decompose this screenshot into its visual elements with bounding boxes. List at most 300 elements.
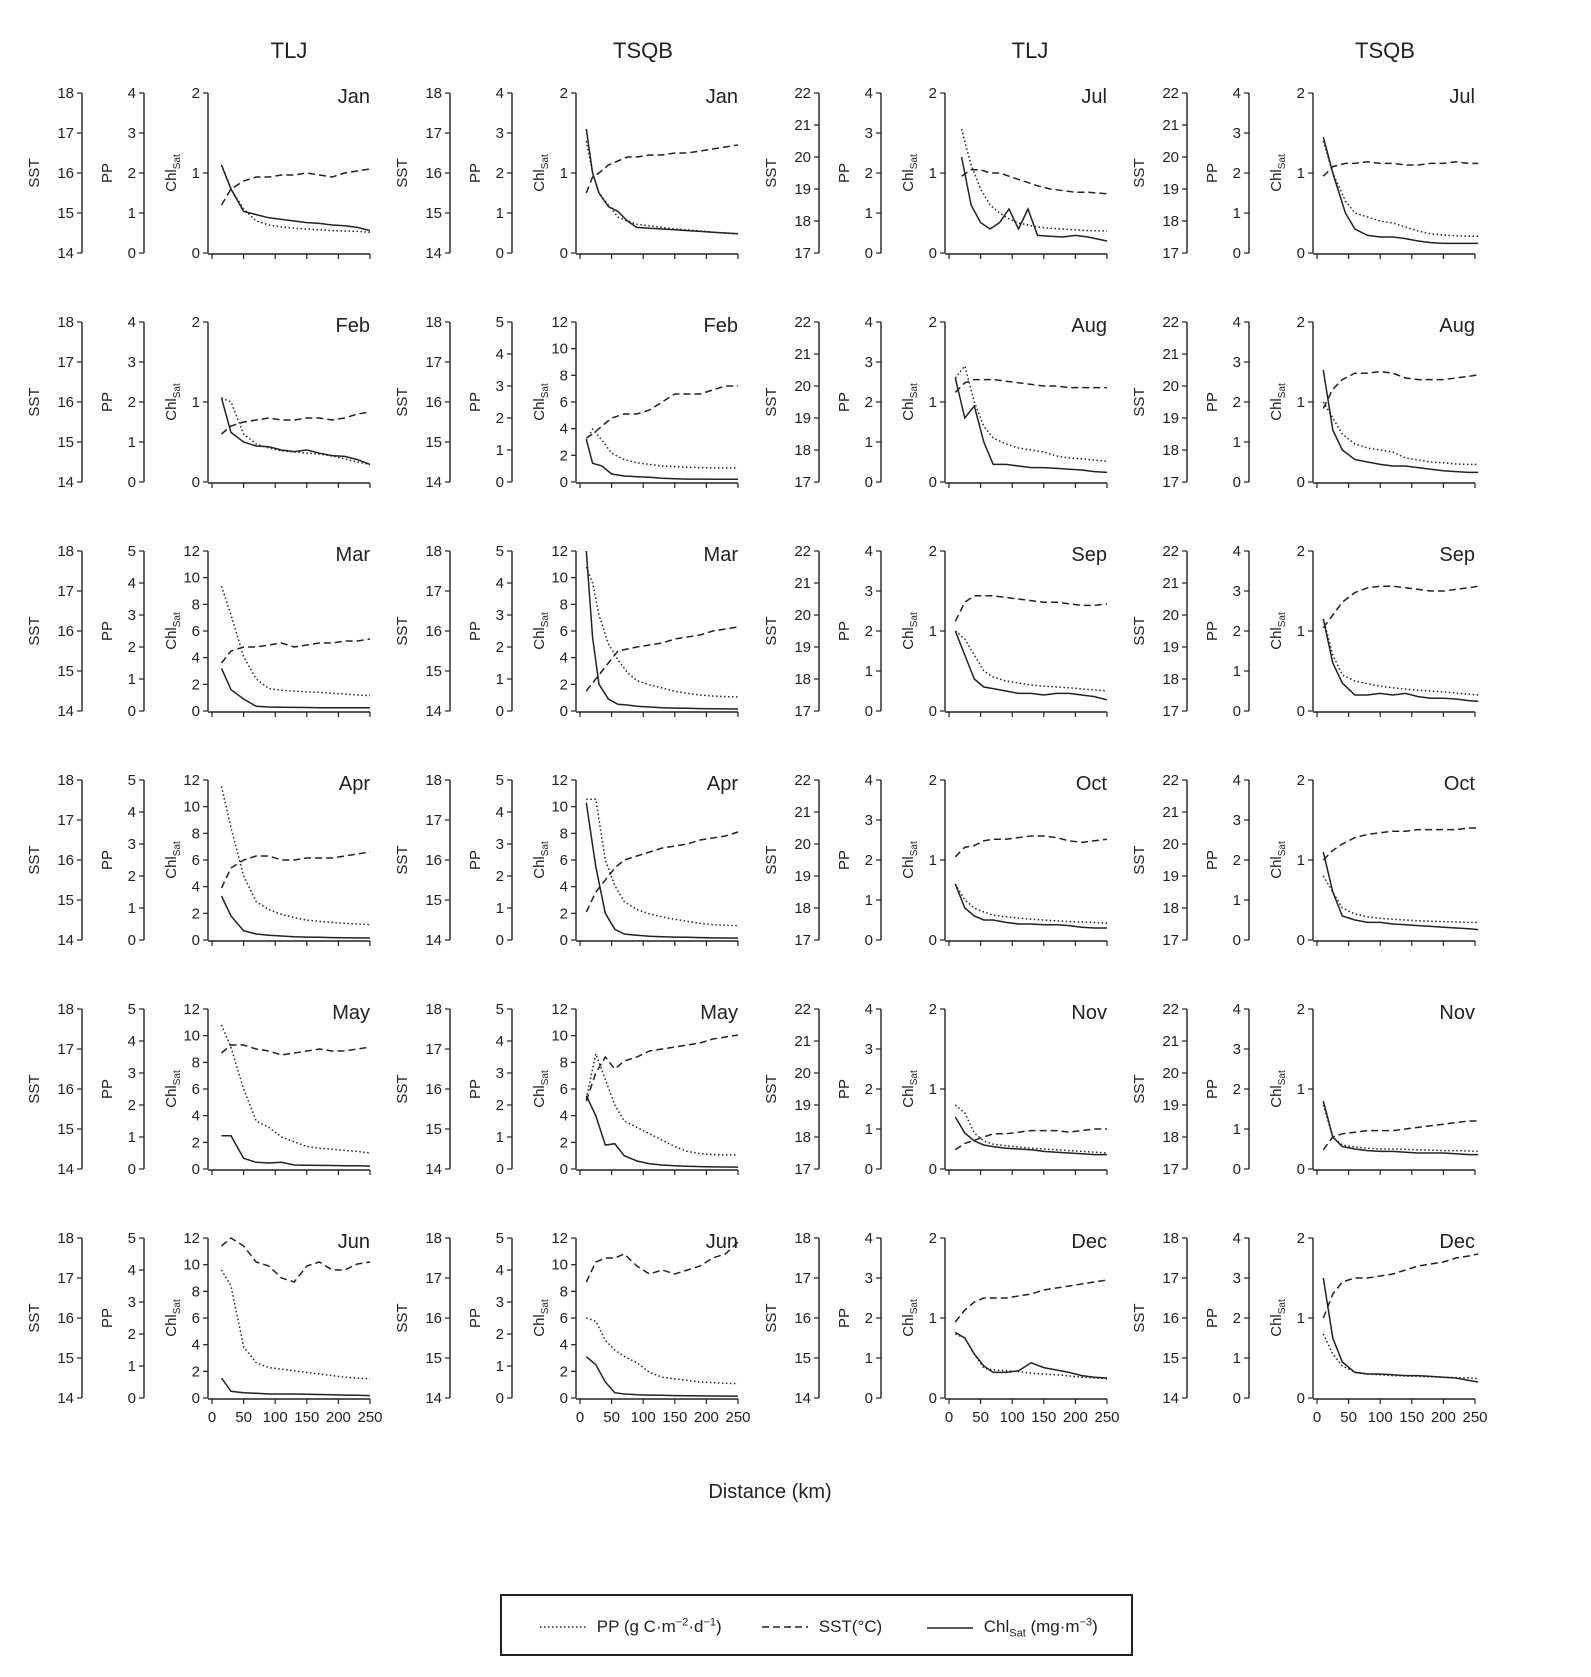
pp-tick-label: 2 <box>864 1310 873 1327</box>
chl-tick-label: 6 <box>191 852 200 869</box>
sst-tick-label: 17 <box>425 1041 442 1058</box>
sst-tick-label: 17 <box>425 354 442 371</box>
month-label: Oct <box>1443 773 1475 795</box>
pp-tick-label: 2 <box>1232 1310 1241 1327</box>
panel-TLJ-Jan <box>26 85 370 262</box>
x-tick-label: 200 <box>693 1409 719 1426</box>
axis-title-chl-main: Chl <box>1268 1085 1285 1108</box>
axis-title-pp: PP <box>1204 1078 1221 1100</box>
pp-tick-label: 5 <box>495 543 504 560</box>
chl-tick-label: 1 <box>559 165 568 182</box>
axis-title-pp: PP <box>1204 1307 1221 1329</box>
sst-tick-label: 22 <box>1162 772 1179 789</box>
axis-title-chl <box>1268 841 1288 879</box>
chl-tick-label: 10 <box>551 1027 568 1045</box>
pp-tick-label: 2 <box>495 165 504 182</box>
pp-tick-label: 3 <box>1232 125 1241 142</box>
chl-tick-label: 0 <box>928 245 937 262</box>
x-axis-title: Distance (km) <box>708 1481 832 1503</box>
pp-tick-label: 0 <box>864 1390 873 1407</box>
pp-tick-label: 4 <box>1232 314 1241 331</box>
axis-title-chl <box>1268 1299 1288 1337</box>
panel-TSQB-Mar <box>394 543 738 720</box>
sst-tick-label: 17 <box>1162 1270 1179 1287</box>
pp-tick-label: 3 <box>495 125 504 142</box>
chl-tick-label: 6 <box>559 852 568 869</box>
chl-tick-label: 8 <box>559 596 568 614</box>
axis-title-chl-main: Chl <box>900 1314 917 1337</box>
axis-title-chl-main: Chl <box>163 627 180 650</box>
chl-tick-label: 12 <box>551 314 568 331</box>
pp-tick-label: 4 <box>864 772 873 789</box>
chl-tick-label: 1 <box>928 394 937 411</box>
series-chl-line <box>955 884 1107 928</box>
sst-tick-label: 14 <box>425 1390 442 1407</box>
axis-title-sst: SST <box>1131 387 1148 417</box>
pp-tick-label: 3 <box>1232 583 1241 600</box>
sst-tick-label: 18 <box>57 85 74 102</box>
chl-tick-label: 0 <box>1296 932 1305 949</box>
sst-tick-label: 15 <box>425 1121 442 1138</box>
series-sst-line <box>586 386 738 438</box>
chl-tick-label: 1 <box>1296 1081 1305 1098</box>
chl-tick-label: 4 <box>191 878 200 896</box>
chl-tick-label: 2 <box>559 1363 568 1381</box>
sst-tick-label: 18 <box>425 543 442 560</box>
chl-tick-label: 0 <box>559 245 568 262</box>
series-sst-line <box>1323 1121 1478 1150</box>
chl-tick-label: 6 <box>559 1310 568 1327</box>
axis-title-chl-sub: Sat <box>540 612 551 628</box>
series-chl-line <box>955 1117 1107 1155</box>
axis-title-chl <box>531 383 551 421</box>
month-label: May <box>332 1002 370 1024</box>
pp-tick-label: 0 <box>1232 245 1241 262</box>
pp-tick-label: 3 <box>864 1270 873 1287</box>
series-sst-line <box>955 836 1107 857</box>
series-sst-line <box>955 1129 1107 1150</box>
series-sst-line <box>1323 372 1478 409</box>
series-chl-line <box>222 398 371 464</box>
pp-tick-label: 4 <box>1232 85 1241 102</box>
series-pp-line <box>955 1105 1107 1153</box>
sst-tick-label: 19 <box>794 868 811 885</box>
sst-tick-label: 19 <box>794 1097 811 1114</box>
chl-tick-label: 4 <box>191 1107 200 1125</box>
chl-tick-label: 8 <box>559 1054 568 1072</box>
pp-tick-label: 4 <box>1232 1230 1241 1247</box>
pp-tick-label: 0 <box>495 1161 504 1178</box>
axis-title-pp: PP <box>1204 162 1221 184</box>
series-chl-line <box>586 1357 738 1396</box>
series-sst-line <box>586 832 738 912</box>
chl-tick-label: 0 <box>928 474 937 491</box>
pp-tick-label: 1 <box>1232 1350 1241 1367</box>
pp-tick-label: 1 <box>127 434 136 451</box>
chl-tick-label: 0 <box>928 932 937 949</box>
axis-title-chl-main: Chl <box>163 1314 180 1337</box>
month-label: Jul <box>1449 86 1475 108</box>
sst-tick-label: 19 <box>1162 868 1179 885</box>
sst-tick-label: 17 <box>425 125 442 142</box>
sst-tick-label: 15 <box>425 205 442 222</box>
chl-tick-label: 4 <box>559 420 568 438</box>
axis-title-chl-main: Chl <box>163 856 180 879</box>
sst-tick-label: 17 <box>1162 703 1179 720</box>
pp-tick-label: 0 <box>864 703 873 720</box>
series-sst-line <box>1323 586 1478 628</box>
sst-tick-label: 14 <box>794 1390 811 1407</box>
series-chl-line <box>222 896 371 938</box>
axis-title-chl <box>900 154 920 192</box>
column-title-2: TLJ <box>1011 38 1049 63</box>
pp-tick-label: 5 <box>127 1001 136 1018</box>
sst-tick-label: 21 <box>1162 1033 1179 1050</box>
chl-tick-label: 2 <box>928 1001 937 1018</box>
x-tick-label: 200 <box>1062 1409 1088 1426</box>
axis-title-sst: SST <box>763 845 780 875</box>
series-chl-line <box>586 803 738 938</box>
series-chl-line <box>955 378 1107 472</box>
pp-tick-label: 4 <box>864 1230 873 1247</box>
pp-tick-label: 3 <box>1232 1270 1241 1287</box>
sst-tick-label: 14 <box>57 245 74 262</box>
axis-title-sst: SST <box>394 158 411 188</box>
panel-TLJ-Mar <box>26 543 370 720</box>
chl-tick-label: 2 <box>928 314 937 331</box>
pp-tick-label: 0 <box>1232 1390 1241 1407</box>
pp-tick-label: 1 <box>495 1129 504 1146</box>
chl-tick-label: 4 <box>191 1336 200 1354</box>
sst-tick-label: 17 <box>794 932 811 949</box>
chl-tick-label: 1 <box>928 1310 937 1327</box>
chl-tick-label: 0 <box>559 474 568 491</box>
sst-tick-label: 21 <box>1162 117 1179 134</box>
series-sst-line <box>1323 828 1478 860</box>
axis-title-chl-main: Chl <box>900 856 917 879</box>
x-tick-label: 250 <box>725 1409 751 1426</box>
axis-title-pp: PP <box>836 620 853 642</box>
chl-tick-label: 1 <box>1296 165 1305 182</box>
axis-title-pp: PP <box>467 391 484 413</box>
pp-tick-label: 3 <box>864 583 873 600</box>
series-sst-line <box>222 852 371 888</box>
pp-tick-label: 2 <box>127 394 136 411</box>
axis-title-chl <box>1268 612 1288 650</box>
chl-tick-label: 12 <box>183 1001 200 1018</box>
sst-tick-label: 15 <box>57 1121 74 1138</box>
pp-tick-label: 4 <box>495 85 504 102</box>
series-pp-line <box>586 799 738 925</box>
pp-tick-label: 2 <box>127 1326 136 1343</box>
axis-title-sst: SST <box>1131 845 1148 875</box>
pp-tick-label: 1 <box>1232 1121 1241 1138</box>
pp-tick-label: 3 <box>127 354 136 371</box>
pp-tick-label: 0 <box>864 1161 873 1178</box>
sst-tick-label: 14 <box>57 1161 74 1178</box>
axis-title-sst: SST <box>26 158 43 188</box>
sst-tick-label: 16 <box>57 394 74 411</box>
axis-title-chl-sub: Sat <box>172 1070 183 1086</box>
x-tick-label: 250 <box>357 1409 383 1426</box>
axis-title-sst: SST <box>763 387 780 417</box>
series-chl-line <box>955 1332 1107 1378</box>
series-chl-line <box>586 129 738 234</box>
chl-tick-label: 0 <box>191 703 200 720</box>
chl-tick-label: 4 <box>559 1107 568 1125</box>
sst-tick-label: 21 <box>1162 575 1179 592</box>
axis-title-pp: PP <box>99 1078 116 1100</box>
chl-tick-label: 2 <box>191 676 200 694</box>
sst-tick-label: 17 <box>794 1270 811 1287</box>
chl-tick-label: 10 <box>551 569 568 587</box>
chl-tick-label: 12 <box>183 1230 200 1247</box>
legend-item-pp <box>540 1616 722 1636</box>
axis-title-pp: PP <box>1204 849 1221 871</box>
pp-tick-label: 3 <box>495 1294 504 1311</box>
chl-tick-label: 1 <box>191 165 200 182</box>
chl-tick-label: 2 <box>1296 314 1305 331</box>
sst-tick-label: 16 <box>57 1081 74 1098</box>
sst-tick-label: 19 <box>1162 410 1179 427</box>
chl-tick-label: 4 <box>559 1336 568 1354</box>
sst-tick-label: 19 <box>1162 639 1179 656</box>
pp-tick-label: 2 <box>864 623 873 640</box>
chl-tick-label: 10 <box>183 1027 200 1045</box>
sst-tick-label: 15 <box>425 663 442 680</box>
legend-label-pp: PP (g $C\cdot m^{-2}\cdot d^{-1}$) <box>596 1616 722 1636</box>
pp-tick-label: 3 <box>864 812 873 829</box>
axis-title-pp: PP <box>1204 391 1221 413</box>
axis-title-sst: SST <box>763 1303 780 1333</box>
sst-tick-label: 18 <box>425 314 442 331</box>
panel-TLJ-Jun <box>26 1230 383 1426</box>
axis-title-sst: SST <box>394 616 411 646</box>
pp-tick-label: 0 <box>1232 703 1241 720</box>
axis-title-chl-main: Chl <box>531 398 548 421</box>
sst-tick-label: 18 <box>57 543 74 560</box>
axis-title-chl <box>531 841 551 879</box>
sst-tick-label: 22 <box>794 314 811 331</box>
x-tick-label: 200 <box>325 1409 351 1426</box>
chl-tick-label: 12 <box>551 543 568 560</box>
panel-TSQB-Oct <box>1131 772 1478 949</box>
chl-tick-label: 8 <box>191 1054 200 1072</box>
chl-tick-label: 1 <box>928 852 937 869</box>
pp-tick-label: 4 <box>1232 543 1241 560</box>
sst-tick-label: 18 <box>794 1129 811 1146</box>
series-chl-line <box>222 668 371 708</box>
sst-tick-label: 18 <box>1162 1129 1179 1146</box>
series-sst-line <box>586 627 738 691</box>
axis-title-sst: SST <box>1131 616 1148 646</box>
chl-tick-label: 2 <box>928 543 937 560</box>
chl-tick-label: 2 <box>1296 772 1305 789</box>
pp-tick-label: 2 <box>864 1081 873 1098</box>
sst-tick-label: 18 <box>57 772 74 789</box>
legend-item-chl <box>927 1616 1098 1640</box>
series-sst-line <box>222 639 371 663</box>
axis-title-chl-sub: Sat <box>909 1299 920 1315</box>
axis-title-chl-sub: Sat <box>1277 154 1288 170</box>
pp-tick-label: 4 <box>127 314 136 331</box>
sst-tick-label: 14 <box>425 245 442 262</box>
month-label: Nov <box>1071 1002 1107 1024</box>
legend-swatch-sst <box>762 1624 808 1630</box>
axis-title-pp: PP <box>836 849 853 871</box>
axis-title-chl <box>900 612 920 650</box>
chl-tick-label: 8 <box>559 825 568 843</box>
sst-tick-label: 16 <box>1162 1310 1179 1327</box>
sst-tick-label: 18 <box>57 1001 74 1018</box>
chl-tick-label: 0 <box>1296 1161 1305 1178</box>
series-sst-line <box>222 412 371 434</box>
pp-tick-label: 3 <box>864 1041 873 1058</box>
chl-tick-label: 0 <box>191 932 200 949</box>
month-label: Jun <box>705 1231 738 1253</box>
pp-tick-label: 1 <box>495 1358 504 1375</box>
axis-title-sst: SST <box>26 1303 43 1333</box>
pp-tick-label: 4 <box>864 85 873 102</box>
sst-tick-label: 18 <box>794 442 811 459</box>
axis-title-sst: SST <box>26 616 43 646</box>
pp-tick-label: 3 <box>127 1065 136 1082</box>
series-chl-line <box>1323 1278 1478 1382</box>
pp-tick-label: 0 <box>127 474 136 491</box>
sst-tick-label: 21 <box>794 1033 811 1050</box>
axis-title-chl-sub: Sat <box>1277 1299 1288 1315</box>
series-pp-line <box>1323 1105 1478 1151</box>
sst-tick-label: 21 <box>794 117 811 134</box>
pp-tick-label: 4 <box>127 575 136 592</box>
sst-tick-label: 19 <box>794 639 811 656</box>
chl-tick-label: 8 <box>191 1283 200 1301</box>
axis-title-chl-sub: Sat <box>909 383 920 399</box>
pp-tick-label: 2 <box>864 852 873 869</box>
series-sst-line <box>955 596 1107 622</box>
pp-tick-label: 5 <box>495 314 504 331</box>
chl-tick-label: 2 <box>191 1134 200 1152</box>
x-tick-label: 0 <box>207 1409 217 1426</box>
sst-tick-label: 17 <box>57 125 74 142</box>
sst-tick-label: 14 <box>57 703 74 720</box>
sst-tick-label: 21 <box>1162 804 1179 821</box>
panel-TSQB-Nov <box>1131 1001 1478 1178</box>
chl-tick-label: 2 <box>559 905 568 923</box>
axis-title-chl <box>900 1070 920 1108</box>
series-pp-line <box>1323 619 1478 695</box>
axis-title-chl-sub: Sat <box>172 154 183 170</box>
axis-title-chl-sub: Sat <box>540 383 551 399</box>
axis-title-chl-sub: Sat <box>540 154 551 170</box>
chl-tick-label: 10 <box>183 1256 200 1274</box>
sst-tick-label: 18 <box>425 1230 442 1247</box>
pp-tick-label: 0 <box>127 245 136 262</box>
sst-tick-label: 18 <box>1162 442 1179 459</box>
sst-tick-label: 20 <box>1162 607 1179 624</box>
axis-title-chl <box>1268 1070 1288 1108</box>
pp-tick-label: 1 <box>864 205 873 222</box>
axis-title-chl-main: Chl <box>163 1085 180 1108</box>
sst-tick-label: 18 <box>794 671 811 688</box>
pp-tick-label: 5 <box>495 1230 504 1247</box>
sst-tick-label: 14 <box>425 474 442 491</box>
pp-tick-label: 2 <box>127 639 136 656</box>
chl-tick-label: 1 <box>1296 1310 1305 1327</box>
axis-title-sst: SST <box>394 845 411 875</box>
axis-title-chl-sub: Sat <box>540 1299 551 1315</box>
sst-tick-label: 17 <box>425 812 442 829</box>
pp-tick-label: 3 <box>127 125 136 142</box>
axis-title-chl <box>1268 383 1288 421</box>
series-chl-line <box>1323 1101 1478 1155</box>
axis-title-chl <box>900 841 920 879</box>
sst-tick-label: 17 <box>425 1270 442 1287</box>
x-tick-label: 150 <box>662 1409 688 1426</box>
legend-swatch-pp <box>540 1624 586 1630</box>
sst-tick-label: 17 <box>794 474 811 491</box>
chl-tick-label: 2 <box>191 314 200 331</box>
sst-tick-label: 16 <box>57 623 74 640</box>
axis-title-sst: SST <box>26 387 43 417</box>
pp-tick-label: 1 <box>1232 434 1241 451</box>
pp-tick-label: 0 <box>127 1390 136 1407</box>
chl-tick-label: 12 <box>551 1230 568 1247</box>
x-tick-label: 50 <box>1340 1409 1357 1426</box>
sst-tick-label: 14 <box>57 474 74 491</box>
legend <box>500 1594 1133 1656</box>
sst-tick-label: 15 <box>57 892 74 909</box>
sst-tick-label: 17 <box>57 1270 74 1287</box>
month-label: Jun <box>337 1231 370 1253</box>
sst-tick-label: 16 <box>57 165 74 182</box>
pp-tick-label: 2 <box>1232 1081 1241 1098</box>
axis-title-chl-main: Chl <box>1268 627 1285 650</box>
month-label: Aug <box>1439 315 1475 337</box>
series-pp-line <box>586 1054 738 1155</box>
sst-tick-label: 21 <box>794 804 811 821</box>
series-pp-line <box>222 1270 371 1379</box>
chl-tick-label: 1 <box>1296 852 1305 869</box>
pp-tick-label: 3 <box>127 1294 136 1311</box>
axis-title-chl-sub: Sat <box>909 154 920 170</box>
chl-tick-label: 0 <box>928 1161 937 1178</box>
pp-tick-label: 0 <box>1232 474 1241 491</box>
sst-tick-label: 17 <box>57 1041 74 1058</box>
axis-title-pp: PP <box>99 391 116 413</box>
pp-tick-label: 4 <box>1232 1001 1241 1018</box>
sst-tick-label: 20 <box>794 149 811 166</box>
axis-title-chl-sub: Sat <box>540 1070 551 1086</box>
sst-tick-label: 17 <box>1162 1161 1179 1178</box>
axis-title-chl-main: Chl <box>900 398 917 421</box>
pp-tick-label: 4 <box>495 346 504 363</box>
sst-tick-label: 17 <box>57 354 74 371</box>
pp-tick-label: 3 <box>1232 812 1241 829</box>
axis-title-pp: PP <box>467 620 484 642</box>
axis-title-sst: SST <box>763 1074 780 1104</box>
chl-tick-label: 12 <box>183 543 200 560</box>
month-label: Jan <box>337 86 370 108</box>
pp-tick-label: 3 <box>1232 1041 1241 1058</box>
month-label: May <box>700 1002 738 1024</box>
axis-title-chl-sub: Sat <box>909 612 920 628</box>
pp-tick-label: 0 <box>127 932 136 949</box>
sst-tick-label: 18 <box>1162 900 1179 917</box>
sst-tick-label: 15 <box>57 1350 74 1367</box>
panel-TLJ-Apr <box>26 772 370 949</box>
axis-title-sst: SST <box>394 387 411 417</box>
